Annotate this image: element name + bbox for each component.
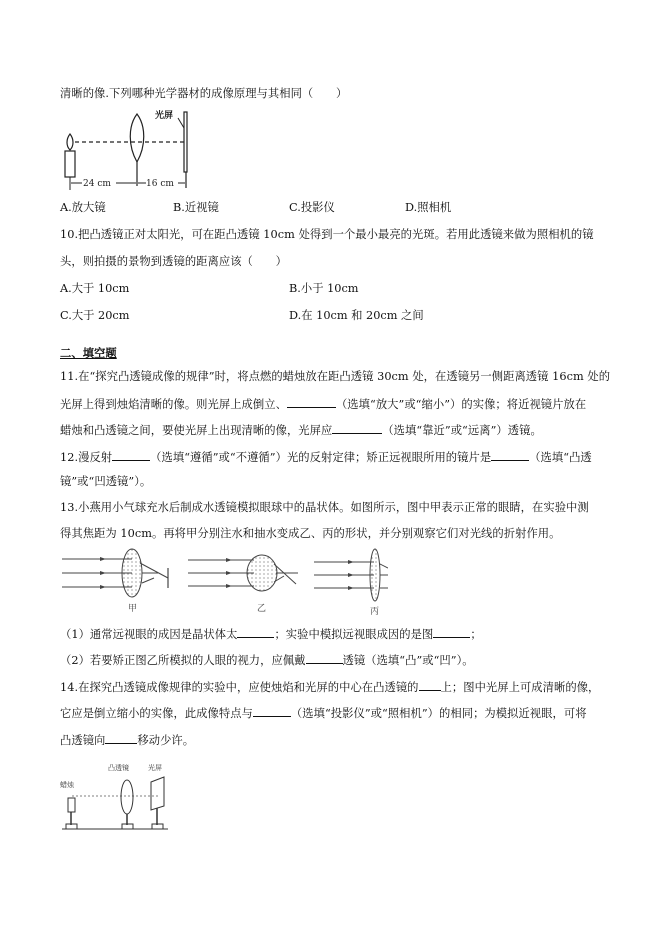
q14-apparatus-figure — [60, 760, 170, 832]
q13-line2: 得其焦距为 10cm。再将甲分别注水和抽水变成乙、丙的形状，并分别观察它们对光线的折射作用。 — [60, 527, 561, 540]
distance-object-lens: 24 cm — [83, 179, 111, 189]
q12-line1: 12.漫反射 （选填“遵循”或“不遵循”）光的反射定律；矫正远视眼所用的镜片是 （选填“凸透 — [60, 451, 592, 464]
q9-stem: 清晰的像.下列哪种光学器材的成像原理与其相同（ ） — [60, 87, 348, 100]
distance-lens-screen: 16 cm — [146, 179, 174, 189]
q11-blank-1[interactable] — [287, 396, 336, 408]
convex-lens — [130, 114, 144, 162]
q12-line2: 镜”或“凹透镜”）。 — [60, 475, 152, 488]
screen-label-14: 光屏 — [148, 764, 162, 772]
label-yi: 乙 — [257, 604, 267, 614]
q13-lens-figure — [58, 548, 388, 618]
candle-label: 蜡烛 — [60, 781, 74, 789]
q13-sub1: （1）通常远视眼的成因是晶状体太 ；实验中模拟远视眼成因的是图 ； — [60, 628, 482, 641]
q10-option-b[interactable]: B.小于 10cm — [289, 282, 359, 295]
candle-flame-icon — [67, 134, 73, 150]
q10-stem-line1: 10.把凸透镜正对太阳光，可在距凸透镜 10cm 处得到一个最小最亮的光斑。若用此透镜来做为照相机的镜 — [60, 228, 594, 241]
q12-blank-1[interactable] — [112, 449, 150, 461]
q14-blank-3[interactable] — [105, 732, 137, 744]
q14-line1: 14.在探究凸透镜成像规律的实验中，应使烛焰和光屏的中心在凸透镜的 上；图中光屏上可成清晰的像， — [60, 681, 600, 694]
q10-stem-line2: 头，则拍摄的景物到透镜的距离应该（ ） — [60, 255, 287, 268]
q9-optics-figure — [58, 106, 198, 190]
screen-label: 光屏 — [155, 111, 174, 121]
label-bing: 丙 — [370, 607, 380, 617]
q9-option-c[interactable]: C.投影仪 — [289, 201, 335, 214]
q9-option-d[interactable]: D.照相机 — [405, 201, 452, 214]
screen — [184, 112, 187, 172]
q14-line2: 它应是倒立缩小的实像，此成像特点与 （选填“投影仪”或“照相机”）的相同；为模拟近视眼，可将 — [60, 707, 587, 720]
q9-option-a[interactable]: A.放大镜 — [60, 201, 106, 214]
label-jia: 甲 — [128, 604, 138, 614]
candle-body — [65, 151, 75, 177]
q10-option-d[interactable]: D.在 10cm 和 20cm 之间 — [289, 309, 424, 322]
q11-line3: 蜡烛和凸透镜之间，要使光屏上出现清晰的像，光屏应 （选填“靠近”或“远离”）透镜。 — [60, 424, 542, 437]
q13-blank-3[interactable] — [306, 652, 343, 664]
q13-line1: 13.小燕用小气球充水后制成水透镜模拟眼球中的晶状体。如图所示，图中甲表示正常的眼睛，在实验中测 — [60, 501, 589, 514]
q10-option-c[interactable]: C.大于 20cm — [60, 309, 130, 322]
screen-14 — [151, 777, 164, 810]
lens-bing — [314, 549, 388, 617]
lens-label: 凸透镜 — [108, 764, 129, 772]
section-heading-fill-blank: 二、填空题 — [60, 346, 117, 360]
q13-blank-2[interactable] — [433, 626, 470, 638]
candle — [68, 798, 75, 812]
q13-blank-1[interactable] — [237, 626, 274, 638]
q11-blank-2[interactable] — [332, 422, 382, 434]
q9-option-b[interactable]: B.近视镜 — [173, 201, 219, 214]
q12-blank-2[interactable] — [491, 449, 529, 461]
q14-blank-1[interactable] — [419, 679, 441, 691]
q11-line2: 光屏上得到烛焰清晰的像。则光屏上成倒立、 （选填“放大”或“缩小”）的实像；将近视镜片放在 — [60, 398, 587, 411]
q14-line3: 凸透镜向 移动少许。 — [60, 734, 195, 747]
q10-option-a[interactable]: A.大于 10cm — [60, 282, 130, 295]
lens-jia — [62, 549, 168, 614]
lens-yi — [188, 555, 298, 614]
lens — [121, 780, 133, 814]
q13-sub2: （2）若要矫正图乙所模拟的人眼的视力，应佩戴 透镜（选填“凸”或“凹”）。 — [60, 654, 474, 667]
q11-line1: 11.在“探究凸透镜成像的规律”时，将点燃的蜡烛放在距凸透镜 30cm 处，在透镜另一侧距离透镜 16cm 处的 — [60, 370, 611, 383]
q14-blank-2[interactable] — [253, 705, 291, 717]
